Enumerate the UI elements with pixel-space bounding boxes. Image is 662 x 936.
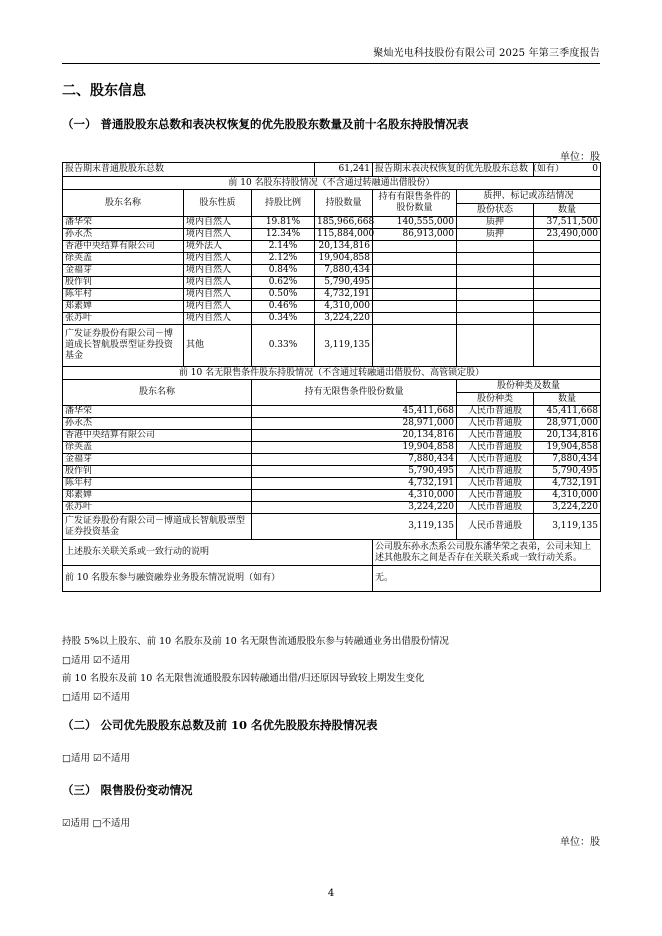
shareholder-qty: 20,134,816 [315, 241, 373, 253]
sub2-option: □适用 ☑不适用 [62, 753, 131, 764]
note-2: 前 10 名股东及前 10 名无限售流通股股东因转融通出借/归还原因导致较上期发生变化 [62, 673, 425, 684]
unrestricted-qty: 3,119,135 [252, 514, 457, 540]
shareholder-ratio: 0.84% [252, 265, 315, 277]
table-row [63, 241, 601, 253]
share-type-qty: 20,134,816 [534, 430, 601, 442]
restricted-qty [373, 241, 457, 253]
col-nature: 股东性质 [184, 190, 252, 217]
pledge-qty: 23,490,000 [534, 229, 601, 241]
table-row [63, 265, 601, 277]
note-1: 持股 5%以上股东、前 10 名股东及前 10 名无限售流通股股东参与转融通业务出借股份情况 [62, 636, 449, 647]
table-row [63, 217, 601, 229]
pledge-status [457, 265, 534, 277]
share-type: 人民币普通股 [457, 502, 534, 514]
shareholder-name: 徐英盖 [63, 253, 184, 265]
share-type: 人民币普通股 [457, 406, 534, 418]
page-number: 4 [327, 888, 335, 899]
table-row [63, 442, 601, 454]
unrestricted-qty: 45,411,668 [252, 406, 457, 418]
section-a-title: 前 10 名股东持股情况（不含通过转融通出借股份） [63, 177, 601, 190]
shareholder-ratio: 0.50% [252, 289, 315, 301]
shareholder-nature: 境内自然人 [184, 277, 252, 289]
pref-label: 报告期末表决权恢复的优先股股东总数（如有） [373, 163, 534, 177]
summary-value: 61,241 [315, 163, 373, 177]
unrestricted-holder-name: 郑素婵 [63, 490, 252, 502]
table-row [63, 466, 601, 478]
pledge-status [457, 241, 534, 253]
unrestricted-holder-name: 徐英盖 [63, 442, 252, 454]
shareholder-nature: 境内自然人 [184, 313, 252, 325]
table-row [63, 406, 601, 418]
col-pledge-qty: 数量 [534, 204, 601, 217]
shareholder-name: 殷作钊 [63, 277, 184, 289]
col-ratio: 持股比例 [252, 190, 315, 217]
shareholder-name: 孙永杰 [63, 229, 184, 241]
table-row [63, 454, 601, 466]
shareholder-qty: 4,732,191 [315, 289, 373, 301]
table-row [63, 478, 601, 490]
pledge-qty [534, 289, 601, 301]
shareholder-ratio: 0.62% [252, 277, 315, 289]
share-type: 人民币普通股 [457, 442, 534, 454]
share-type: 人民币普通股 [457, 466, 534, 478]
share-type-qty: 19,904,858 [534, 442, 601, 454]
summary-label: 报告期末普通股股东总数 [63, 163, 315, 177]
colb-unrestricted: 持有无限售条件股份数量 [252, 380, 457, 406]
pledge-qty: 37,511,500 [534, 217, 601, 229]
table-row [63, 289, 601, 301]
share-type: 人民币普通股 [457, 514, 534, 540]
shareholder-name: 广发证券股份有限公司－博道成长智航股票型证券投资基金 [63, 325, 184, 367]
unrestricted-qty: 7,880,434 [252, 454, 457, 466]
header-rule [62, 63, 600, 64]
table-row [63, 490, 601, 502]
table-row [63, 430, 601, 442]
shareholder-nature: 境外法人 [184, 241, 252, 253]
share-type: 人民币普通股 [457, 430, 534, 442]
subsection-2-title: （二） 公司优先股股东总数及前 10 名优先股股东持股情况表 [62, 718, 378, 732]
table-row [63, 277, 601, 289]
unrestricted-qty: 4,732,191 [252, 478, 457, 490]
unit-label-3: 单位：股 [560, 837, 600, 848]
shareholder-qty: 185,966,668 [315, 217, 373, 229]
table-row [63, 253, 601, 265]
note-2-option: □适用 ☑不适用 [62, 692, 131, 703]
unrestricted-holder-name: 张苏叶 [63, 502, 252, 514]
subsection-1-title: （一） 普通股股东总数和表决权恢复的优先股股东数量及前十名股东持股情况表 [62, 117, 469, 131]
share-type: 人民币普通股 [457, 478, 534, 490]
colb-type: 股份种类 [457, 393, 534, 406]
shareholder-qty: 5,790,495 [315, 277, 373, 289]
table-row [63, 313, 601, 325]
shareholder-ratio: 0.33% [252, 325, 315, 367]
shareholder-name: 潘华荣 [63, 217, 184, 229]
colb-type-group: 股份种类及数量 [457, 380, 601, 393]
restricted-qty [373, 253, 457, 265]
section-title: 二、股东信息 [62, 83, 146, 99]
report-header: 聚灿光电科技股份有限公司 2025 年第三季度报告 [373, 48, 600, 59]
shareholder-ratio: 2.14% [252, 241, 315, 253]
shareholder-ratio: 0.46% [252, 301, 315, 313]
share-type-qty: 28,971,000 [534, 418, 601, 430]
unrestricted-qty: 28,971,000 [252, 418, 457, 430]
shareholder-nature: 其他 [184, 325, 252, 367]
restricted-qty [373, 325, 457, 367]
table-row [63, 418, 601, 430]
pledge-qty [534, 313, 601, 325]
pledge-qty [534, 301, 601, 313]
note-1-option: □适用 ☑不适用 [62, 655, 131, 666]
sub3-option: ☑适用 □不适用 [62, 818, 131, 829]
table-row [63, 301, 601, 313]
share-type: 人民币普通股 [457, 418, 534, 430]
restricted-qty [373, 289, 457, 301]
share-type-qty: 4,310,000 [534, 490, 601, 502]
shareholder-nature: 境内自然人 [184, 289, 252, 301]
unrestricted-qty: 5,790,495 [252, 466, 457, 478]
pledge-qty [534, 265, 601, 277]
table-row [63, 514, 601, 540]
restricted-qty [373, 265, 457, 277]
shareholder-qty: 7,880,434 [315, 265, 373, 277]
shareholder-nature: 境内自然人 [184, 217, 252, 229]
pledge-status [457, 325, 534, 367]
shareholder-nature: 境内自然人 [184, 301, 252, 313]
shareholder-nature: 境内自然人 [184, 253, 252, 265]
pledge-status [457, 301, 534, 313]
share-type-qty: 45,411,668 [534, 406, 601, 418]
margin-label: 前 10 名股东参与融资融券业务股东情况说明（如有） [63, 566, 373, 592]
shareholder-name: 陈年村 [63, 289, 184, 301]
unrestricted-holder-name: 孙永杰 [63, 418, 252, 430]
shareholder-qty: 4,310,000 [315, 301, 373, 313]
pledge-status [457, 313, 534, 325]
col-name: 股东名称 [63, 190, 184, 217]
share-type-qty: 7,880,434 [534, 454, 601, 466]
colb-qty: 数量 [534, 393, 601, 406]
pledge-status [457, 277, 534, 289]
unrestricted-qty: 3,224,220 [252, 502, 457, 514]
col-qty: 持股数量 [315, 190, 373, 217]
unrestricted-qty: 19,904,858 [252, 442, 457, 454]
unrestricted-qty: 20,134,816 [252, 430, 457, 442]
shareholder-name: 郑素婵 [63, 301, 184, 313]
unrestricted-holder-name: 金福芽 [63, 454, 252, 466]
restricted-qty: 86,913,000 [373, 229, 457, 241]
shareholder-qty: 3,119,135 [315, 325, 373, 367]
share-type-qty: 3,224,220 [534, 502, 601, 514]
table-row [63, 502, 601, 514]
table-row [63, 325, 601, 367]
pref-value: 0 [534, 163, 601, 177]
shareholder-ratio: 19.81% [252, 217, 315, 229]
shareholder-qty: 115,884,000 [315, 229, 373, 241]
restricted-qty [373, 277, 457, 289]
unrestricted-holder-name: 香港中央结算有限公司 [63, 430, 252, 442]
shareholder-name: 香港中央结算有限公司 [63, 241, 184, 253]
pledge-qty [534, 253, 601, 265]
share-type-qty: 3,119,135 [534, 514, 601, 540]
unrestricted-holder-name: 殷作钊 [63, 466, 252, 478]
shareholder-ratio: 12.34% [252, 229, 315, 241]
shareholder-name: 张苏叶 [63, 313, 184, 325]
relation-label: 上述股东关联关系或一致行动的说明 [63, 540, 373, 566]
restricted-qty [373, 313, 457, 325]
shareholder-table [62, 162, 601, 592]
unit-label-1: 单位：股 [560, 152, 600, 163]
restricted-qty: 140,555,000 [373, 217, 457, 229]
unrestricted-holder-name: 潘华荣 [63, 406, 252, 418]
unrestricted-holder-name: 广发证券股份有限公司－博道成长智航股票型证券投资基金 [63, 514, 252, 540]
share-type-qty: 5,790,495 [534, 466, 601, 478]
pledge-qty [534, 277, 601, 289]
col-pledge-status: 股份状态 [457, 204, 534, 217]
margin-text: 无。 [373, 566, 601, 592]
pledge-status [457, 253, 534, 265]
pledge-status [457, 289, 534, 301]
unrestricted-holder-name: 陈年村 [63, 478, 252, 490]
pledge-qty [534, 325, 601, 367]
shareholder-nature: 境内自然人 [184, 229, 252, 241]
section-b-title: 前 10 名无限售条件股东持股情况（不含通过转融通出借股份、高管锁定股） [63, 367, 601, 380]
shareholder-qty: 19,904,858 [315, 253, 373, 265]
share-type: 人民币普通股 [457, 490, 534, 502]
shareholder-name: 金福芽 [63, 265, 184, 277]
shareholder-qty: 3,224,220 [315, 313, 373, 325]
share-type-qty: 4,732,191 [534, 478, 601, 490]
pledge-status: 质押 [457, 229, 534, 241]
col-restricted: 持有有限售条件的股份数量 [373, 190, 457, 217]
unrestricted-qty: 4,310,000 [252, 490, 457, 502]
relation-text: 公司股东孙永杰系公司股东潘华荣之表弟，公司未知上述其他股东之间是否存在关联关系或一致行动关系。 [373, 540, 601, 566]
shareholder-nature: 境内自然人 [184, 265, 252, 277]
shareholder-ratio: 2.12% [252, 253, 315, 265]
subsection-3-title: （三） 限售股份变动情况 [62, 783, 193, 797]
pledge-qty [534, 241, 601, 253]
table-row [63, 229, 601, 241]
colb-name: 股东名称 [63, 380, 252, 406]
restricted-qty [373, 301, 457, 313]
share-type: 人民币普通股 [457, 454, 534, 466]
col-pledge-group: 质押、标记或冻结情况 [457, 190, 601, 204]
shareholder-ratio: 0.34% [252, 313, 315, 325]
pledge-status: 质押 [457, 217, 534, 229]
